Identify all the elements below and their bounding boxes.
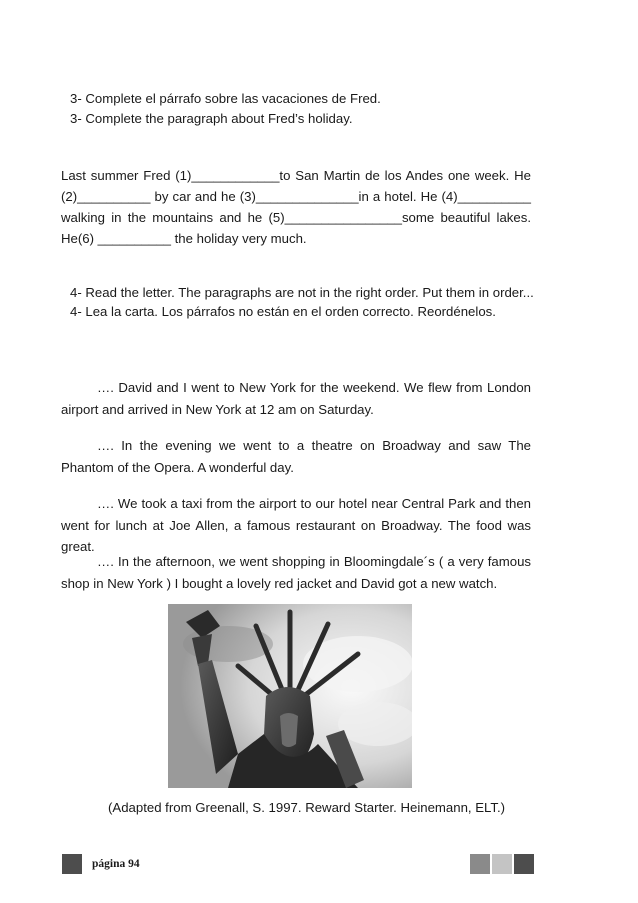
- letter-paragraph: …. In the afternoon, we went shopping in Bloomingdale´s ( a very famous shop in New York ) I bought a lovely red jacket and David got a new watch.: [61, 554, 531, 591]
- exercise-3-paragraph: [61, 165, 531, 249]
- footer-mid-square: [470, 854, 490, 874]
- paragraph-line: Last summer Fred (1)____________to San Martin de los Andes one week. He: [61, 168, 531, 183]
- footer-dark-square: [62, 854, 82, 874]
- exercise-3-instruction-en: 3- Complete the paragraph about Fred’s holiday.: [70, 111, 353, 126]
- letter-paragraph: …. We took a taxi from the airport to our hotel near Central Park and then went for lunch at Joe Allen, a famous restaurant on Broadway. The food was great.: [61, 496, 531, 554]
- page-number: página 94: [92, 858, 140, 870]
- paragraph-line: walking in the mountains and he (5)________________some beautiful lakes.: [61, 210, 531, 225]
- image-caption: (Adapted from Greenall, S. 1997. Reward Starter. Heinemann, ELT.): [108, 800, 506, 815]
- exercise-3-instruction-es: 3- Complete el párrafo sobre las vacaciones de Fred.: [70, 91, 381, 106]
- footer-dark-square-right: [514, 854, 534, 874]
- paragraph-line: He(6) __________ the holiday very much.: [61, 231, 307, 246]
- exercise-4-instruction-es: 4- Lea la carta. Los párrafos no están en el orden correcto. Reordénelos.: [70, 304, 496, 319]
- exercise-4-instruction-en: 4- Read the letter. The paragraphs are not in the right order. Put them in order...: [70, 285, 534, 300]
- paragraph-line: (2)__________ by car and he (3)______________in a hotel. He (4)__________: [61, 189, 531, 204]
- letter-paragraph: …. In the evening we went to a theatre on Broadway and saw The Phantom of the Opera. A wonderful day.: [61, 438, 531, 475]
- letter-paragraph: …. David and I went to New York for the weekend. We flew from London airport and arrived in New York at 12 am on Saturday.: [61, 380, 531, 417]
- footer-light-square: [492, 854, 512, 874]
- statue-of-liberty-photo: [168, 604, 412, 788]
